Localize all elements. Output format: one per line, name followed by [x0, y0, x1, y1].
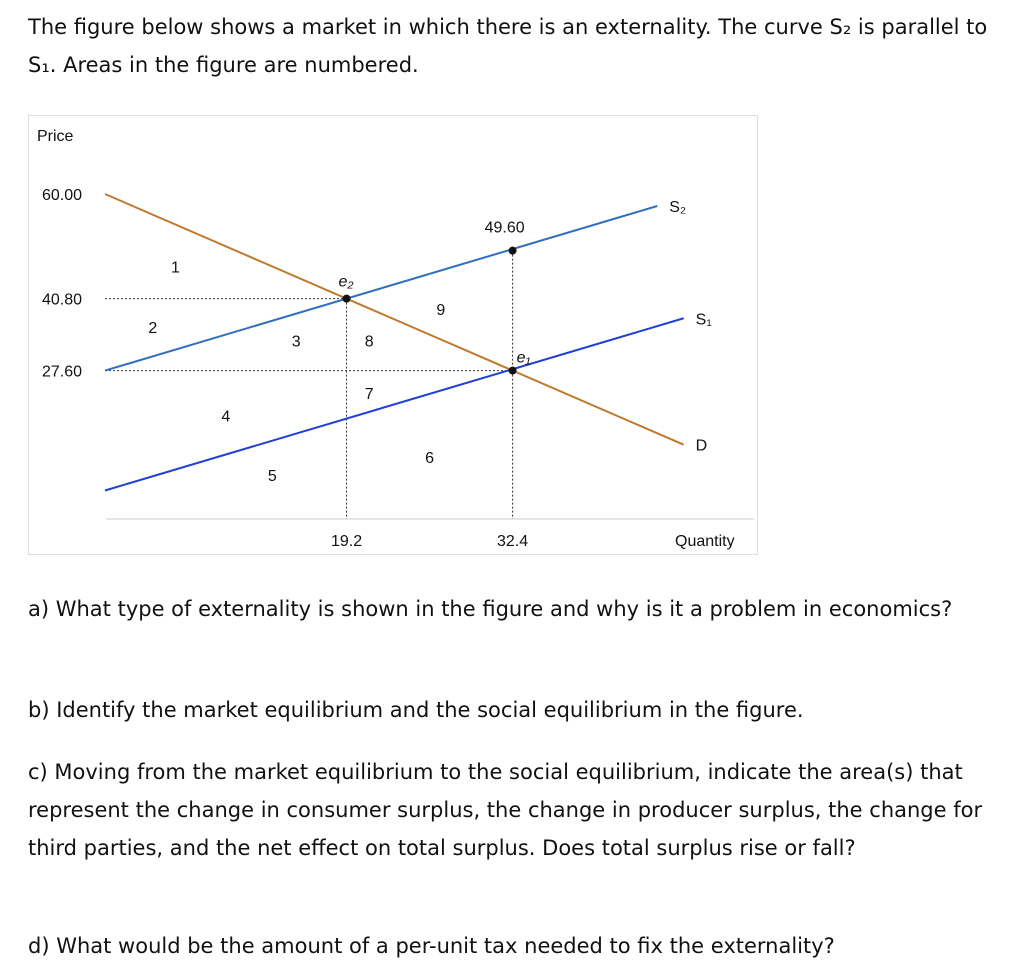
y-tick-label: 60.00 [42, 187, 83, 204]
point-label: e₂ [338, 273, 354, 291]
y-tick-label: 27.60 [42, 363, 83, 381]
area-label: 4 [221, 408, 231, 426]
supply-demand-chart [29, 116, 759, 556]
area-label: 5 [267, 468, 277, 486]
area-label: 7 [364, 385, 374, 403]
area-label: 9 [436, 301, 446, 319]
question-a: a) What type of externality is shown in the figure and why is it a problem in economics? [28, 597, 953, 621]
area-label: 8 [364, 333, 374, 351]
area-label: 2 [148, 319, 158, 337]
area-label: 3 [291, 333, 301, 351]
y-axis-label: Price [37, 128, 74, 145]
equilibrium-point [343, 295, 351, 303]
equilibrium-point [509, 247, 517, 255]
x-tick-label: 32.4 [497, 533, 529, 550]
point-label: 49.60 [484, 219, 525, 237]
x-tick-label: 19.2 [330, 533, 363, 550]
question-d: d) What would be the amount of a per-unit tax needed to fix the externality? [28, 934, 835, 958]
question-b: b) Identify the market equilibrium and the social equilibrium in the figure. [28, 698, 804, 722]
intro-text: The figure below shows a market in which there is an externality. The curve S₂ is parallel to S₁. Areas in the figure are numbered. [28, 15, 988, 77]
area-label: 1 [170, 259, 180, 277]
question-c: c) Moving from the market equilibrium to the social equilibrium, indicate the area(s) that represent the change in consumer surplus, the change in producer surplus, the change for third parties, and the net effect on total surplus. Does total surplus rise or fall? [28, 760, 983, 860]
equilibrium-point [509, 367, 517, 375]
area-label: 6 [425, 450, 435, 468]
series-line-D [105, 194, 687, 445]
series-label: S₂ [669, 198, 687, 216]
series-label: S₁ [695, 311, 712, 329]
point-label: e₁ [516, 349, 531, 367]
series-label: D [695, 437, 708, 455]
x-axis-label: Quantity [675, 533, 735, 550]
y-tick-label: 40.80 [42, 291, 83, 309]
externality-figure [28, 115, 758, 555]
